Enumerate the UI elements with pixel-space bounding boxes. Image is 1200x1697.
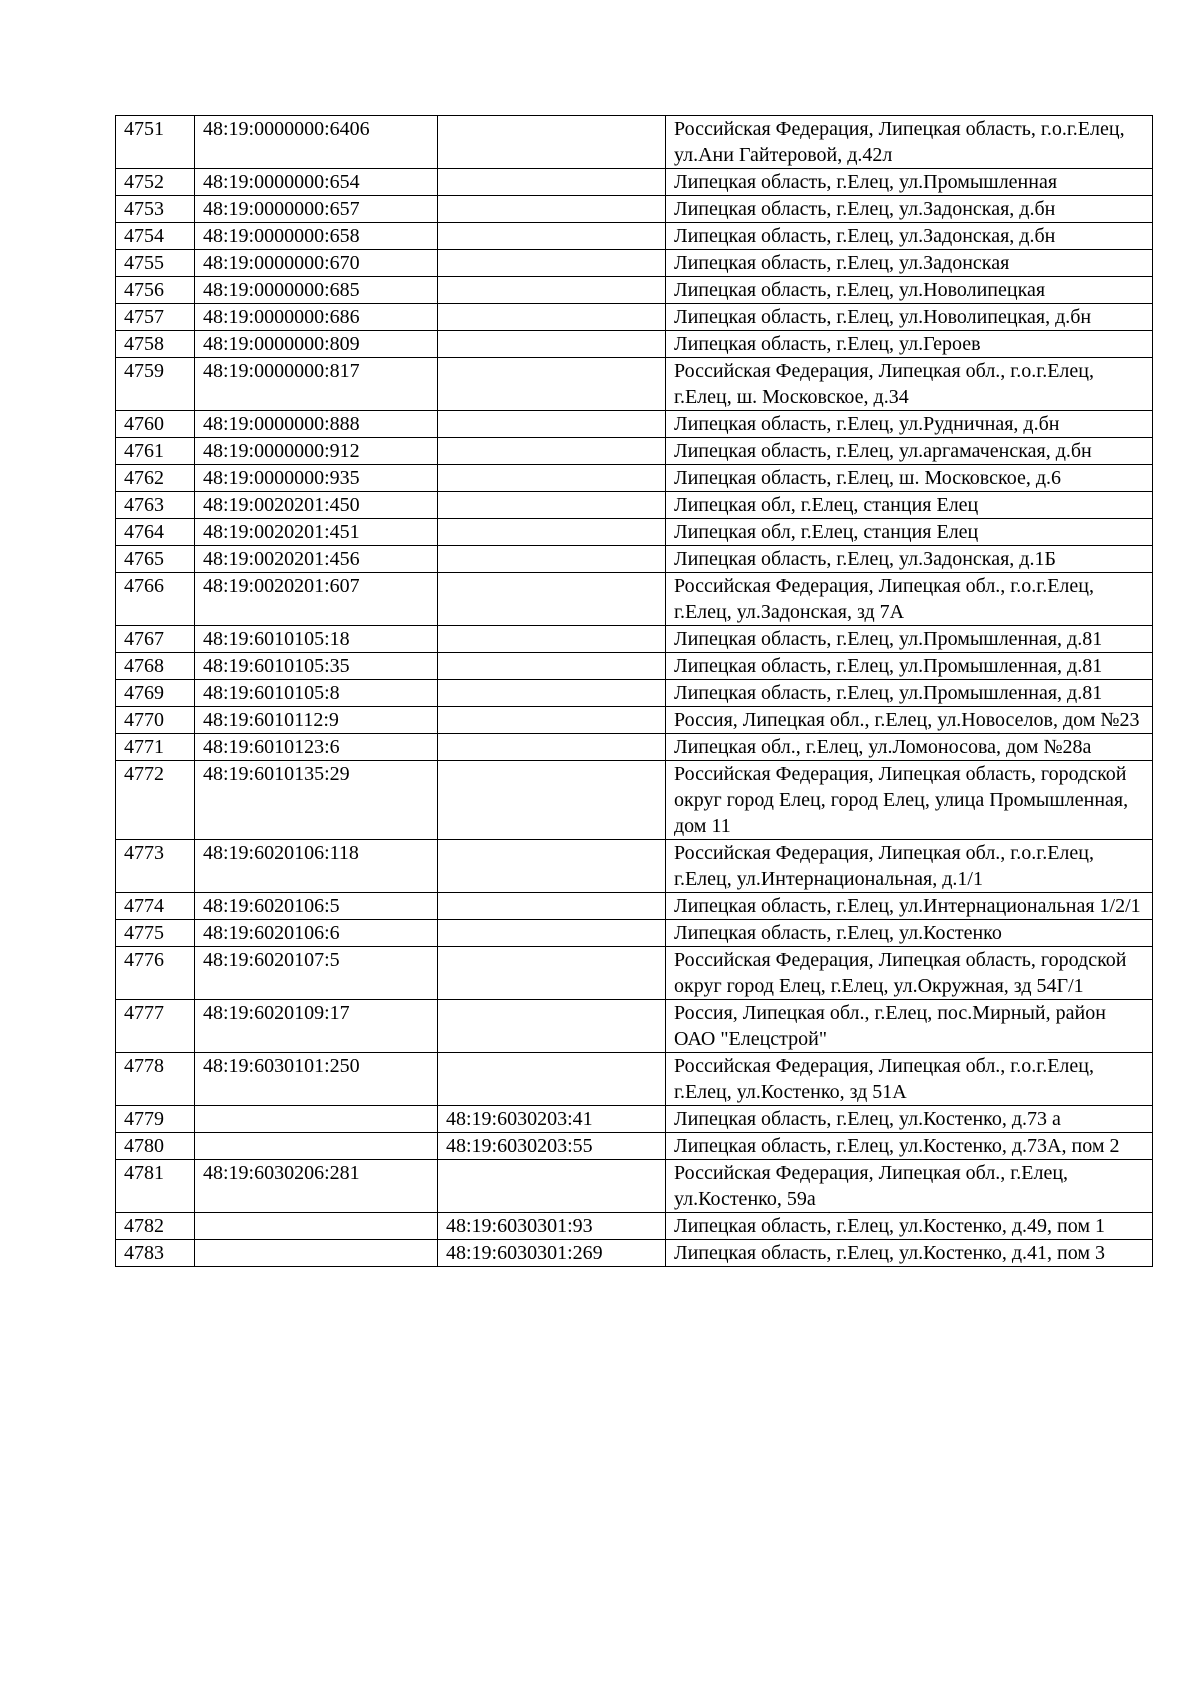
cadastral-number-cell: 48:19:0020201:451 [195, 519, 438, 546]
table-row [116, 519, 1153, 546]
row-number-cell: 4768 [116, 653, 195, 680]
table-row [116, 1240, 1153, 1267]
row-number-cell: 4758 [116, 331, 195, 358]
row-number-cell: 4773 [116, 840, 195, 893]
secondary-cadastral-number-cell [438, 196, 666, 223]
address-cell: Липецкая область, г.Елец, ш. Московское, д.6 [666, 465, 1153, 492]
table-row [116, 250, 1153, 277]
row-number-cell: 4780 [116, 1133, 195, 1160]
row-number-cell: 4761 [116, 438, 195, 465]
secondary-cadastral-number-cell [438, 304, 666, 331]
address-cell: Липецкая область, г.Елец, ул.Рудничная, д.бн [666, 411, 1153, 438]
row-number-cell: 4770 [116, 707, 195, 734]
secondary-cadastral-number-cell [438, 250, 666, 277]
table-row [116, 920, 1153, 947]
address-cell: Липецкая область, г.Елец, ул.Задонская [666, 250, 1153, 277]
row-number-cell: 4782 [116, 1213, 195, 1240]
row-number-cell: 4765 [116, 546, 195, 573]
table-row [116, 893, 1153, 920]
address-cell: Липецкая область, г.Елец, ул.Интернациональная 1/2/1 [666, 893, 1153, 920]
cadastral-number-cell [195, 1106, 438, 1133]
table-row [116, 1106, 1153, 1133]
secondary-cadastral-number-cell [438, 169, 666, 196]
table-row [116, 1213, 1153, 1240]
address-cell: Российская Федерация, Липецкая обл., г.о.г.Елец, г.Елец, ул.Задонская, зд 7А [666, 573, 1153, 626]
row-number-cell: 4771 [116, 734, 195, 761]
cadastral-number-cell: 48:19:0020201:450 [195, 492, 438, 519]
row-number-cell: 4752 [116, 169, 195, 196]
table-row [116, 277, 1153, 304]
cadastral-number-cell: 48:19:0020201:456 [195, 546, 438, 573]
address-cell: Липецкая область, г.Елец, ул.Промышленная, д.81 [666, 653, 1153, 680]
row-number-cell: 4762 [116, 465, 195, 492]
secondary-cadastral-number-cell: 48:19:6030301:93 [438, 1213, 666, 1240]
table-row [116, 734, 1153, 761]
table-row [116, 304, 1153, 331]
secondary-cadastral-number-cell [438, 411, 666, 438]
cadastral-number-cell: 48:19:0000000:686 [195, 304, 438, 331]
cadastral-number-cell: 48:19:0000000:888 [195, 411, 438, 438]
table-row [116, 116, 1153, 169]
secondary-cadastral-number-cell [438, 358, 666, 411]
address-cell: Российская Федерация, Липецкая область, г.о.г.Елец, ул.Ани Гайтеровой, д.42л [666, 116, 1153, 169]
table-row [116, 411, 1153, 438]
table-row [116, 1000, 1153, 1053]
cadastral-number-cell: 48:19:0000000:817 [195, 358, 438, 411]
table-row [116, 1133, 1153, 1160]
row-number-cell: 4783 [116, 1240, 195, 1267]
address-cell: Липецкая область, г.Елец, ул.Героев [666, 331, 1153, 358]
cadastral-number-cell: 48:19:0000000:6406 [195, 116, 438, 169]
address-cell: Российская Федерация, Липецкая обл., г.о.г.Елец, г.Елец, ул.Интернациональная, д.1/1 [666, 840, 1153, 893]
cadastral-number-cell: 48:19:6020106:118 [195, 840, 438, 893]
row-number-cell: 4753 [116, 196, 195, 223]
cadastral-number-cell: 48:19:6030101:250 [195, 1053, 438, 1106]
secondary-cadastral-number-cell [438, 331, 666, 358]
address-cell: Липецкая область, г.Елец, ул.Промышленная, д.81 [666, 680, 1153, 707]
row-number-cell: 4779 [116, 1106, 195, 1133]
address-cell: Липецкая область, г.Елец, ул.Костенко, д.41, пом 3 [666, 1240, 1153, 1267]
address-cell: Липецкая обл, г.Елец, станция Елец [666, 492, 1153, 519]
secondary-cadastral-number-cell [438, 116, 666, 169]
property-table-body [116, 116, 1153, 1267]
secondary-cadastral-number-cell [438, 1160, 666, 1213]
row-number-cell: 4769 [116, 680, 195, 707]
address-cell: Российская Федерация, Липецкая область, городской округ город Елец, город Елец, улица Промышленная, дом 11 [666, 761, 1153, 840]
address-cell: Липецкая обл., г.Елец, ул.Ломоносова, дом №28а [666, 734, 1153, 761]
secondary-cadastral-number-cell [438, 465, 666, 492]
cadastral-number-cell: 48:19:6030206:281 [195, 1160, 438, 1213]
row-number-cell: 4754 [116, 223, 195, 250]
address-cell: Липецкая область, г.Елец, ул.Задонская, д.1Б [666, 546, 1153, 573]
cadastral-number-cell: 48:19:0000000:809 [195, 331, 438, 358]
table-row [116, 465, 1153, 492]
secondary-cadastral-number-cell [438, 1000, 666, 1053]
property-table [115, 115, 1153, 1267]
cadastral-number-cell: 48:19:6010123:6 [195, 734, 438, 761]
address-cell: Россия, Липецкая обл., г.Елец, пос.Мирный, район ОАО "Елецстрой" [666, 1000, 1153, 1053]
table-row [116, 653, 1153, 680]
secondary-cadastral-number-cell [438, 492, 666, 519]
secondary-cadastral-number-cell [438, 277, 666, 304]
secondary-cadastral-number-cell: 48:19:6030301:269 [438, 1240, 666, 1267]
cadastral-number-cell: 48:19:6010105:18 [195, 626, 438, 653]
table-row [116, 169, 1153, 196]
secondary-cadastral-number-cell [438, 573, 666, 626]
table-row [116, 680, 1153, 707]
table-row [116, 707, 1153, 734]
table-row [116, 492, 1153, 519]
row-number-cell: 4757 [116, 304, 195, 331]
address-cell: Липецкая область, г.Елец, ул.Костенко [666, 920, 1153, 947]
row-number-cell: 4767 [116, 626, 195, 653]
row-number-cell: 4763 [116, 492, 195, 519]
address-cell: Липецкая область, г.Елец, ул.Костенко, д.73 а [666, 1106, 1153, 1133]
address-cell: Липецкая область, г.Елец, ул.Новолипецкая [666, 277, 1153, 304]
secondary-cadastral-number-cell [438, 707, 666, 734]
table-row [116, 546, 1153, 573]
address-cell: Россия, Липецкая обл., г.Елец, ул.Новоселов, дом №23 [666, 707, 1153, 734]
table-row [116, 1053, 1153, 1106]
row-number-cell: 4776 [116, 947, 195, 1000]
secondary-cadastral-number-cell [438, 734, 666, 761]
address-cell: Липецкая область, г.Елец, ул.Задонская, д.бн [666, 196, 1153, 223]
row-number-cell: 4751 [116, 116, 195, 169]
cadastral-number-cell: 48:19:0020201:607 [195, 573, 438, 626]
cadastral-number-cell: 48:19:0000000:912 [195, 438, 438, 465]
row-number-cell: 4778 [116, 1053, 195, 1106]
table-row [116, 626, 1153, 653]
secondary-cadastral-number-cell: 48:19:6030203:41 [438, 1106, 666, 1133]
secondary-cadastral-number-cell [438, 893, 666, 920]
address-cell: Липецкая область, г.Елец, ул.Промышленная, д.81 [666, 626, 1153, 653]
row-number-cell: 4774 [116, 893, 195, 920]
cadastral-number-cell: 48:19:6020106:5 [195, 893, 438, 920]
table-row [116, 358, 1153, 411]
cadastral-number-cell: 48:19:6010105:35 [195, 653, 438, 680]
address-cell: Российская Федерация, Липецкая обл., г.о.г.Елец, г.Елец, ш. Московское, д.34 [666, 358, 1153, 411]
secondary-cadastral-number-cell [438, 947, 666, 1000]
secondary-cadastral-number-cell [438, 626, 666, 653]
cadastral-number-cell [195, 1240, 438, 1267]
row-number-cell: 4755 [116, 250, 195, 277]
secondary-cadastral-number-cell [438, 840, 666, 893]
row-number-cell: 4764 [116, 519, 195, 546]
cadastral-number-cell: 48:19:6010135:29 [195, 761, 438, 840]
row-number-cell: 4760 [116, 411, 195, 438]
cadastral-number-cell: 48:19:6020107:5 [195, 947, 438, 1000]
secondary-cadastral-number-cell [438, 761, 666, 840]
row-number-cell: 4777 [116, 1000, 195, 1053]
cadastral-number-cell: 48:19:0000000:685 [195, 277, 438, 304]
table-row [116, 196, 1153, 223]
address-cell: Липецкая область, г.Елец, ул.Костенко, д.73А, пом 2 [666, 1133, 1153, 1160]
cadastral-number-cell: 48:19:6020106:6 [195, 920, 438, 947]
table-row [116, 223, 1153, 250]
table-row [116, 840, 1153, 893]
cadastral-number-cell: 48:19:0000000:654 [195, 169, 438, 196]
table-row [116, 438, 1153, 465]
secondary-cadastral-number-cell [438, 680, 666, 707]
row-number-cell: 4772 [116, 761, 195, 840]
table-row [116, 947, 1153, 1000]
row-number-cell: 4766 [116, 573, 195, 626]
cadastral-number-cell: 48:19:6020109:17 [195, 1000, 438, 1053]
secondary-cadastral-number-cell [438, 920, 666, 947]
table-row [116, 761, 1153, 840]
cadastral-number-cell: 48:19:0000000:670 [195, 250, 438, 277]
secondary-cadastral-number-cell [438, 519, 666, 546]
secondary-cadastral-number-cell: 48:19:6030203:55 [438, 1133, 666, 1160]
cadastral-number-cell [195, 1213, 438, 1240]
row-number-cell: 4781 [116, 1160, 195, 1213]
address-cell: Липецкая обл, г.Елец, станция Елец [666, 519, 1153, 546]
cadastral-number-cell: 48:19:0000000:658 [195, 223, 438, 250]
secondary-cadastral-number-cell [438, 223, 666, 250]
row-number-cell: 4756 [116, 277, 195, 304]
secondary-cadastral-number-cell [438, 546, 666, 573]
cadastral-number-cell [195, 1133, 438, 1160]
cadastral-number-cell: 48:19:0000000:657 [195, 196, 438, 223]
secondary-cadastral-number-cell [438, 1053, 666, 1106]
cadastral-number-cell: 48:19:6010105:8 [195, 680, 438, 707]
table-row [116, 331, 1153, 358]
row-number-cell: 4775 [116, 920, 195, 947]
table-row [116, 573, 1153, 626]
address-cell: Российская Федерация, Липецкая обл., г.Елец, ул.Костенко, 59а [666, 1160, 1153, 1213]
table-row [116, 1160, 1153, 1213]
cadastral-number-cell: 48:19:0000000:935 [195, 465, 438, 492]
address-cell: Липецкая область, г.Елец, ул.Новолипецкая, д.бн [666, 304, 1153, 331]
address-cell: Российская Федерация, Липецкая область, городской округ город Елец, г.Елец, ул.Окружная, зд 54Г/1 [666, 947, 1153, 1000]
address-cell: Липецкая область, г.Елец, ул.Промышленная [666, 169, 1153, 196]
cadastral-number-cell: 48:19:6010112:9 [195, 707, 438, 734]
secondary-cadastral-number-cell [438, 438, 666, 465]
address-cell: Липецкая область, г.Елец, ул.аргамаченская, д.бн [666, 438, 1153, 465]
address-cell: Липецкая область, г.Елец, ул.Задонская, д.бн [666, 223, 1153, 250]
row-number-cell: 4759 [116, 358, 195, 411]
address-cell: Липецкая область, г.Елец, ул.Костенко, д.49, пом 1 [666, 1213, 1153, 1240]
secondary-cadastral-number-cell [438, 653, 666, 680]
address-cell: Российская Федерация, Липецкая обл., г.о.г.Елец, г.Елец, ул.Костенко, зд 51А [666, 1053, 1153, 1106]
